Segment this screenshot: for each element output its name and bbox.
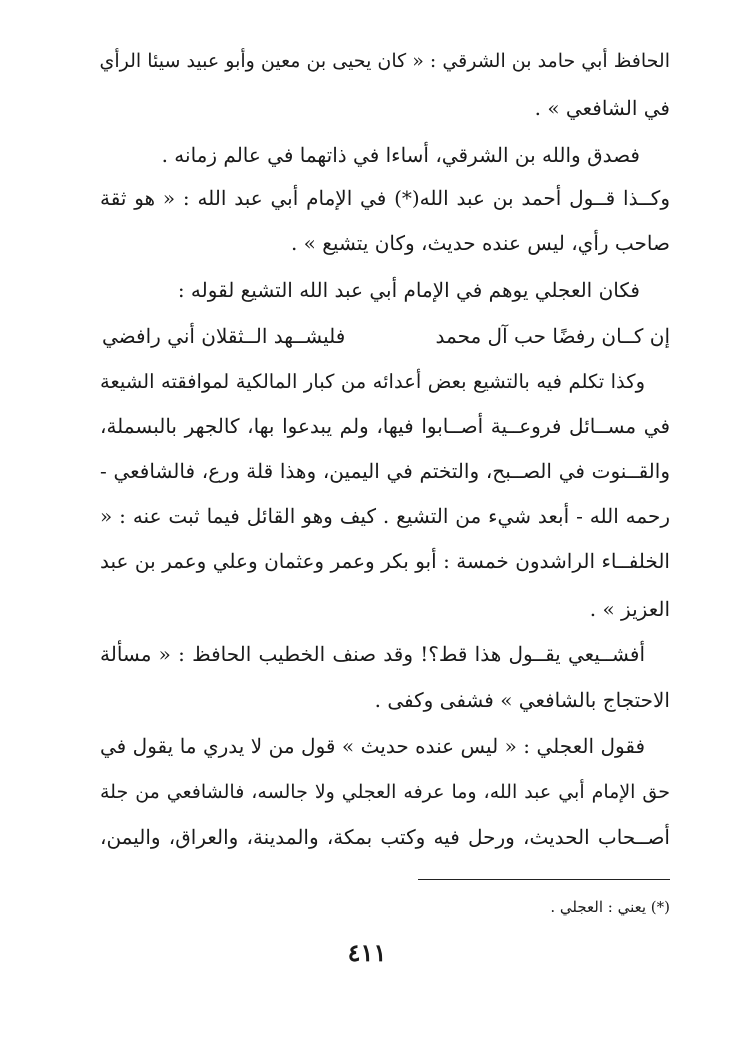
- verse-second-hemistich: فليشــهد الــثقلان أني رافضي: [102, 324, 346, 348]
- text-line-5: صاحب رأي، ليس عنده حديث، وكان يتشيع » .: [290, 231, 670, 255]
- text-line-14: الاحتجاج بالشافعي » فشفى وكفى .: [374, 688, 670, 712]
- text-line-11: الخلفــاء الراشدون خمسة : أبو بكر وعمر وعثمان وعلي وعمر بن عبد: [100, 549, 670, 573]
- footnote: (*) يعني : العجلي .: [550, 898, 670, 916]
- page-number: ٤١١: [347, 938, 387, 967]
- text-line-17: أصــحاب الحديث، ورحل فيه وكتب بمكة، والمدينة، والعراق، واليمن،: [100, 825, 670, 849]
- text-line-9: والقــنوت في الصــبح، والتختم في اليمين، وهذا قلة ورع، فالشافعي -: [100, 459, 670, 483]
- text-line-15: فقول العجلي : « ليس عنده حديث » قول من لا يدري ما يقول في: [100, 734, 645, 758]
- footnote-divider: [418, 879, 670, 880]
- text-line-1: الحافظ أبي حامد بن الشرقي : « كان يحيى بن معين وأبو عبيد سيئا الرأي: [99, 50, 670, 72]
- text-line-3: فصدق والله بن الشرقي، أساءا في ذاتهما في عالم زمانه .: [161, 143, 640, 167]
- text-line-4: وكــذا قــول أحمد بن عبد الله(*) في الإمام أبي عبد الله : « هو ثقة: [100, 186, 670, 210]
- text-line-12: العزيز » .: [589, 597, 670, 621]
- verse-first-hemistich: إن كــان رفضًا حب آل محمد: [435, 324, 670, 348]
- text-line-16: حق الإمام أبي عبد الله، وما عرفه العجلي ولا جالسه، فالشافعي من جلة: [100, 781, 670, 803]
- text-line-6: فكان العجلي يوهم في الإمام أبي عبد الله التشيع لقوله :: [177, 278, 640, 302]
- text-line-10: رحمه الله - أبعد شيء من التشيع . كيف وهو القائل فيما ثبت عنه : «: [100, 504, 670, 528]
- text-line-13: أفشــيعي يقــول هذا قط؟! وقد صنف الخطيب الحافظ : « مسألة: [100, 642, 645, 666]
- text-line-2: في الشافعي » .: [534, 96, 670, 120]
- text-line-8: في مســائل فروعــية أصــابوا فيها، ولم يبدعوا بها، كالجهر بالبسملة،: [100, 414, 670, 438]
- text-line-7: وكذا تكلم فيه بالتشيع بعض أعدائه من كبار المالكية لموافقته الشيعة: [100, 370, 645, 393]
